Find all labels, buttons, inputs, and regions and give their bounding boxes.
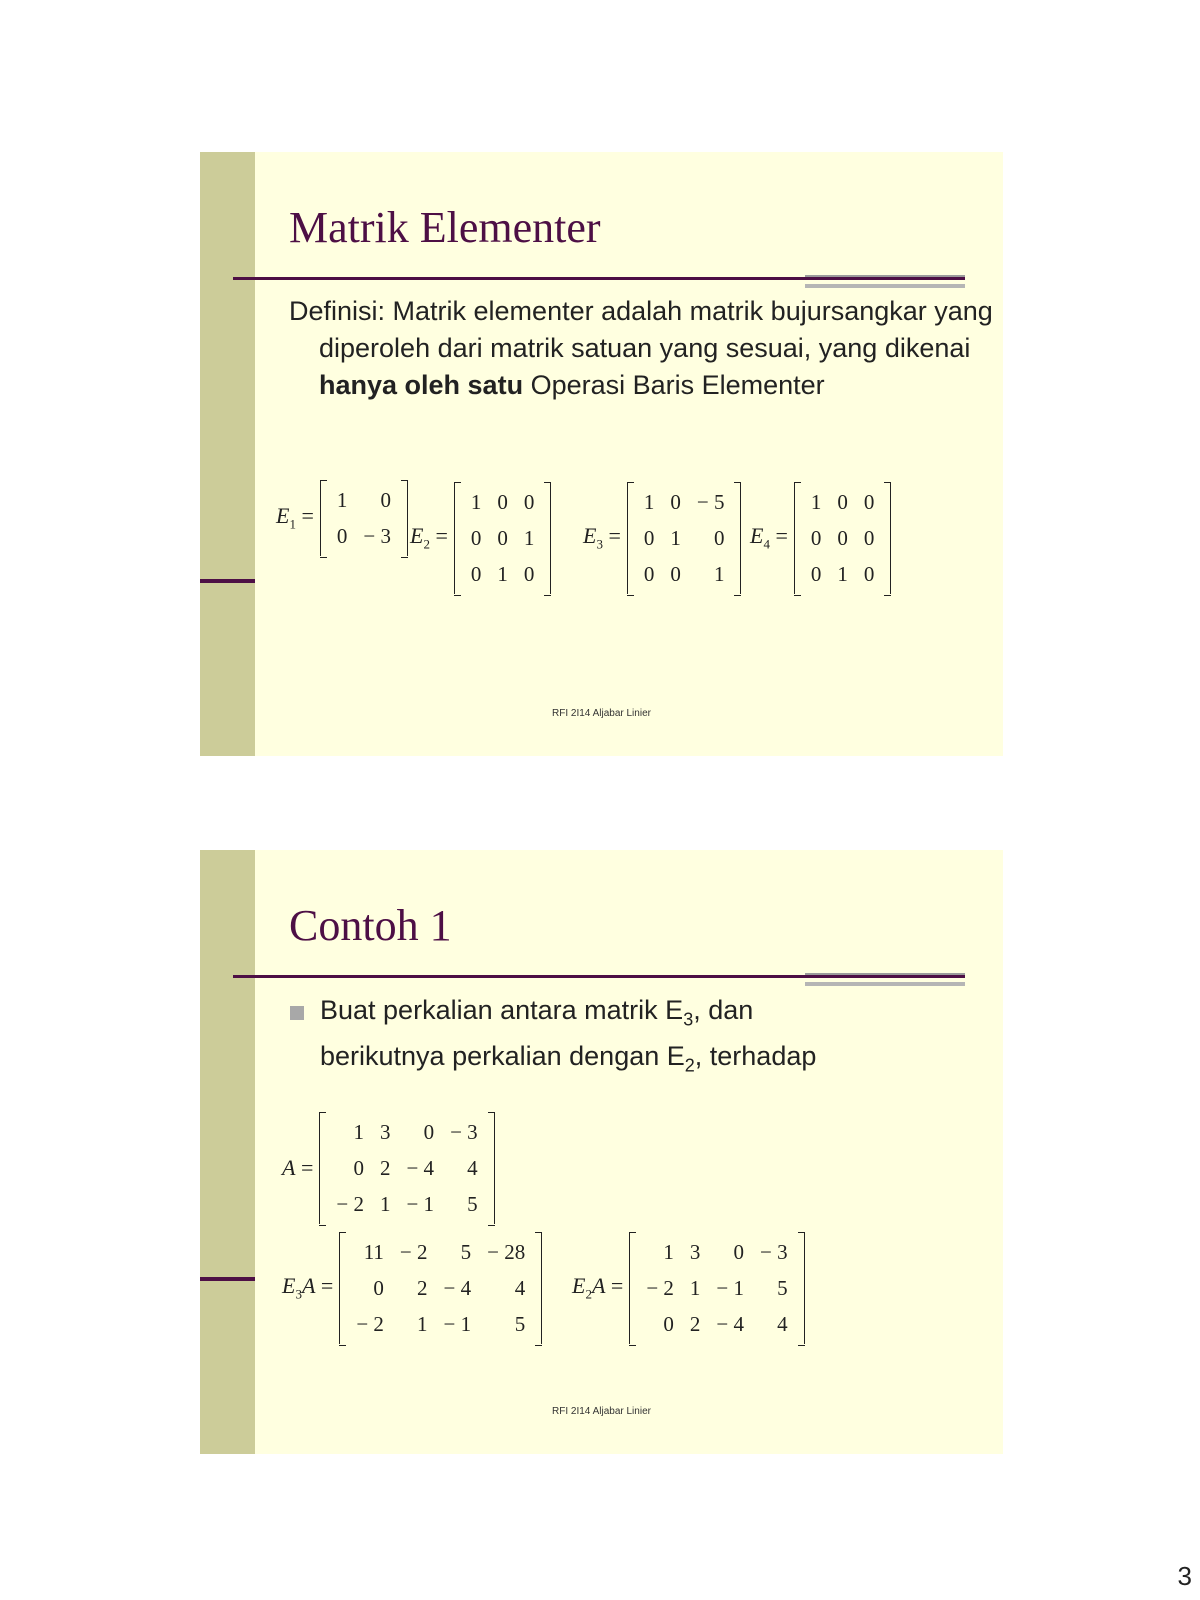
matrix-cell: 0 — [470, 562, 482, 586]
matrix-e2 — [410, 482, 551, 594]
matrix-cell: − 5 — [696, 490, 725, 514]
matrix-cell: 0 — [837, 526, 848, 550]
matrix-cell: − 2 — [336, 1192, 364, 1216]
matrix-e4 — [750, 482, 891, 594]
matrix-symbol: E — [276, 503, 290, 529]
matrix-cell: 1 — [713, 562, 725, 586]
matrix-cell: − 2 — [646, 1276, 674, 1300]
matrix-cell: 0 — [863, 490, 875, 514]
matrix-cell: 1 — [810, 490, 822, 514]
matrix-symbol: E — [282, 1273, 296, 1299]
page-number: 3 — [1177, 1561, 1192, 1591]
matrix-cell: 0 — [497, 490, 508, 514]
slide-title: Contoh 1 — [289, 901, 452, 950]
matrix-cell: − 4 — [443, 1276, 472, 1300]
slide-footer: RFI 2I14 Aljabar Linier — [552, 708, 651, 719]
matrix-cell: − 3 — [363, 524, 391, 548]
square-bullet-icon — [290, 1006, 304, 1020]
matrix-cell: 1 — [523, 526, 535, 550]
matrix-bracket — [454, 482, 552, 594]
matrix-label: $E_2$ = — [410, 523, 448, 552]
matrix-cell: 4 — [777, 1312, 788, 1336]
matrix-cell: 0 — [663, 1312, 674, 1336]
matrix-cell: − 2 — [399, 1240, 428, 1264]
slide-title: Matrik Elementer — [289, 203, 601, 252]
matrix-cell: 4 — [467, 1156, 478, 1180]
matrix-subscript: 1 — [289, 516, 296, 532]
matrix-cell: 1 — [689, 1276, 701, 1300]
matrix-cell: 5 — [460, 1240, 472, 1264]
matrix-symbol: E — [572, 1273, 586, 1299]
matrix-symbol: E — [410, 523, 424, 549]
matrix-cell: 0 — [373, 1276, 384, 1300]
matrix-cell: 0 — [670, 490, 681, 514]
matrix-cell: 1 — [336, 488, 348, 512]
matrix-cell: 0 — [733, 1240, 745, 1264]
matrix-label: A = — [282, 1155, 314, 1180]
matrix-cell: 0 — [380, 488, 391, 512]
matrix-cell: 0 — [423, 1120, 435, 1144]
matrix-label: $E_1$ = — [276, 503, 314, 532]
matrix-cell: 1 — [470, 490, 482, 514]
matrix-cell: − 3 — [760, 1240, 788, 1264]
matrix-cell: 1 — [353, 1120, 364, 1144]
matrix-bracket — [629, 1232, 804, 1344]
title-rule-accent-lower — [805, 284, 965, 288]
matrix-subscript: 3 — [295, 1286, 302, 1302]
matrix-subscript: 2 — [585, 1286, 592, 1302]
matrix-symbol-suffix: A — [301, 1273, 316, 1299]
matrix-e1 — [276, 480, 408, 556]
slide-side-bar — [200, 850, 255, 1454]
matrix-cell: 0 — [470, 526, 482, 550]
bullet-text — [320, 992, 970, 1085]
matrix-cell: 0 — [670, 562, 681, 586]
matrix-e3a — [282, 1232, 542, 1344]
matrix-label: $E_3$ = — [583, 523, 621, 552]
matrix-cell: − 1 — [716, 1276, 745, 1300]
matrix-cell: − 4 — [406, 1156, 435, 1180]
matrix-cell: 0 — [643, 562, 655, 586]
matrix-subscript: 4 — [763, 536, 770, 552]
matrix-cell: 0 — [497, 526, 508, 550]
matrix-subscript: 2 — [423, 536, 430, 552]
matrix-cell: − 1 — [406, 1192, 435, 1216]
matrix-symbol: E — [583, 523, 597, 549]
matrix-cell: − 1 — [443, 1312, 472, 1336]
matrix-label: $E_2A$ = — [572, 1273, 624, 1302]
matrix-cell: 0 — [353, 1156, 364, 1180]
matrix-cell: − 4 — [716, 1312, 745, 1336]
matrix-cell: 0 — [863, 526, 875, 550]
matrix-cell: 0 — [863, 562, 875, 586]
matrix-cell: 5 — [467, 1192, 478, 1216]
slide-side-bar — [200, 152, 255, 756]
matrix-e3 — [583, 482, 741, 594]
definition-part2: Operasi Baris Elementer — [523, 370, 825, 400]
bullet-item — [290, 992, 970, 1085]
matrix-label: $E_3A$ = — [282, 1273, 334, 1302]
matrix-cell: − 28 — [487, 1240, 526, 1264]
slide-contoh-1 — [200, 850, 1003, 1454]
matrix-cell: − 3 — [450, 1120, 478, 1144]
matrix-cell: 0 — [643, 526, 655, 550]
matrix-cell: 0 — [336, 524, 348, 548]
matrix-cell: 1 — [837, 562, 848, 586]
matrix-cell: 3 — [689, 1240, 701, 1264]
title-rule — [233, 277, 965, 280]
side-bar-marker — [200, 1277, 255, 1281]
matrix-symbol-suffix: A — [591, 1273, 606, 1299]
matrix-cell: 1 — [670, 526, 681, 550]
definition-bold: hanya oleh satu — [319, 370, 524, 400]
matrix-cell: 0 — [523, 490, 535, 514]
matrix-cell: 1 — [417, 1312, 428, 1336]
bullet-text-part: , terhadap — [694, 1041, 817, 1072]
matrix-cell: 0 — [810, 562, 822, 586]
matrix-cell: − 2 — [356, 1312, 384, 1336]
matrix-cell: 1 — [663, 1240, 674, 1264]
slide-matrik-elementer — [200, 152, 1003, 756]
matrix-cell: 1 — [497, 562, 508, 586]
title-rule-accent-lower — [805, 982, 965, 986]
bullet-text-part: , dan — [693, 995, 754, 1025]
matrix-cell: 5 — [777, 1276, 788, 1300]
matrix-symbol: E — [750, 523, 764, 549]
matrix-bracket — [319, 1112, 494, 1224]
definition-text — [289, 293, 1009, 404]
matrix-cell: 3 — [379, 1120, 391, 1144]
matrix-e2a — [572, 1232, 805, 1344]
matrix-cell: 4 — [514, 1276, 526, 1300]
matrix-cell: 0 — [523, 562, 535, 586]
slide-footer: RFI 2I14 Aljabar Linier — [552, 1406, 651, 1417]
matrix-cell: 2 — [689, 1312, 701, 1336]
title-rule — [233, 975, 965, 978]
matrix-cell: 0 — [713, 526, 725, 550]
matrix-cell: 5 — [514, 1312, 526, 1336]
matrix-bracket — [627, 482, 742, 594]
matrix-cell: 0 — [810, 526, 822, 550]
matrix-cell: 0 — [837, 490, 848, 514]
matrix-bracket — [320, 480, 408, 556]
matrix-cell: 2 — [379, 1156, 391, 1180]
matrix-bracket — [794, 482, 892, 594]
matrix-cell: 11 — [363, 1240, 384, 1264]
bullet-subscript: 2 — [684, 1055, 695, 1076]
definition-part1: Definisi: Matrik elementer adalah matrik bujursangkar yang diperoleh dari matrik satuan yang sesuai, yang dikenai — [289, 296, 993, 363]
matrix-cell: 1 — [643, 490, 655, 514]
matrix-label: $E_4$ = — [750, 523, 788, 552]
matrix-a — [282, 1112, 495, 1224]
matrix-cell: 2 — [417, 1276, 428, 1300]
matrix-subscript: 3 — [596, 536, 603, 552]
matrix-bracket — [339, 1232, 542, 1344]
bullet-subscript: 3 — [683, 1009, 694, 1030]
bullet-text-part: Buat perkalian antara matrik E — [320, 995, 684, 1025]
matrix-symbol: A — [282, 1155, 296, 1180]
bullet-text-part: berikutnya perkalian dengan E — [320, 1041, 685, 1072]
matrix-cell: 1 — [379, 1192, 391, 1216]
side-bar-marker — [200, 579, 255, 583]
